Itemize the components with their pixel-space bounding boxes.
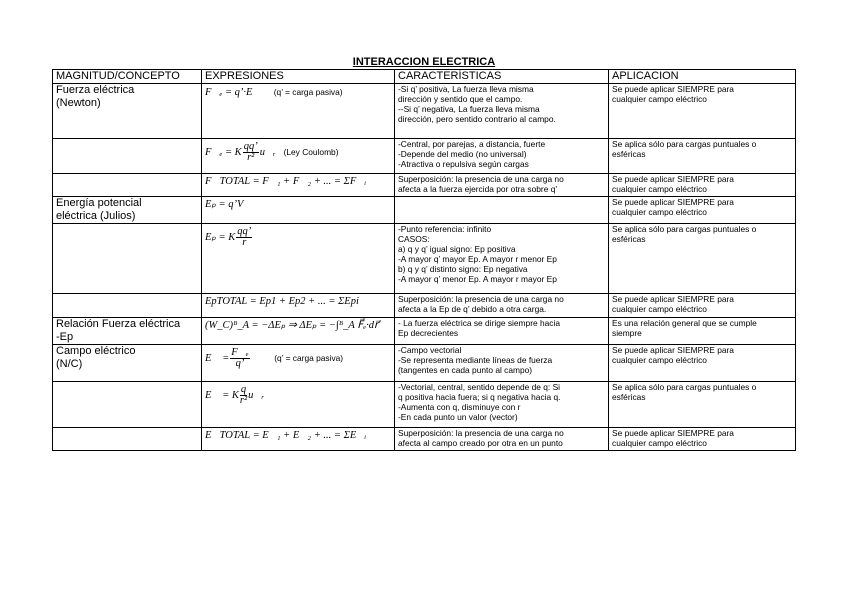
fraction-denominator: r²: [239, 395, 248, 406]
aplicacion-cell: [609, 224, 796, 294]
expresion-cell: [202, 382, 395, 428]
aplicacion-cell: [609, 345, 796, 382]
aplicacion-cell: [609, 382, 796, 428]
aplicacion-line: esféricas: [612, 234, 646, 244]
aplicacion-line: Se aplica sólo para cargas puntuales o: [612, 224, 757, 234]
formula-rhs: u⃗ᵣ: [259, 146, 276, 158]
table-row: [53, 224, 796, 294]
aplicacion-cell: [609, 139, 796, 174]
aplicacion-cell: [609, 294, 796, 318]
formula: [205, 348, 391, 369]
expresion-cell: [202, 318, 395, 345]
caracteristica-line: -Si q’ positiva, La fuerza lleva misma: [398, 84, 534, 94]
caracteristica-line: Superposición: la presencia de una carga no: [398, 294, 564, 304]
aplicacion-line: Se puede aplicar SIEMPRE para: [612, 174, 734, 184]
aplicacion-line: Se aplica sólo para cargas puntuales o: [612, 382, 757, 392]
caracteristicas-cell: [395, 224, 609, 294]
caracteristicas-cell: [395, 318, 609, 345]
formula: Eₚ = q’V: [205, 199, 244, 210]
caracteristicas-cell: [395, 382, 609, 428]
formula: E⃗TOTAL = E⃗₁ + E⃗₂ + ... = ΣE⃗ᵢ: [205, 430, 367, 441]
formula: F⃗TOTAL = F⃗₁ + F⃗₂ + ... = ΣF⃗ᵢ: [205, 176, 367, 187]
caracteristica-line: a) q y q’ igual signo: Ep positiva: [398, 244, 516, 254]
expresion-cell: [202, 197, 395, 224]
aplicacion-line: siempre: [612, 328, 642, 338]
aplicacion-line: esféricas: [612, 149, 646, 159]
magnitud-cell: [53, 84, 202, 139]
aplicacion-cell: [609, 197, 796, 224]
caracteristica-line: Ep decrecientes: [398, 328, 459, 338]
formula: [205, 227, 391, 248]
aplicacion-line: esféricas: [612, 392, 646, 402]
magnitud-line: Campo eléctrico: [56, 345, 136, 357]
aplicacion-cell: [609, 318, 796, 345]
caracteristica-line: -Central, por parejas, a distancia, fuerte: [398, 139, 546, 149]
caracteristica-line: dirección y sentido que el campo.: [398, 94, 523, 104]
magnitud-cell: [53, 345, 202, 382]
formula-fraction: [240, 385, 247, 406]
caracteristica-line: Superposición: la presencia de una carga no: [398, 428, 564, 438]
expresion-cell: [202, 174, 395, 197]
caracteristicas-cell: [395, 197, 609, 224]
aplicacion-line: Se puede aplicar SIEMPRE para: [612, 294, 734, 304]
expresion-cell: [202, 294, 395, 318]
caracteristicas-cell: [395, 294, 609, 318]
formula-note: (Ley Coulomb): [283, 146, 339, 157]
caracteristicas-cell: [395, 428, 609, 451]
formula-lhs: Eₚ = K: [205, 231, 236, 243]
aplicacion-line: Se puede aplicar SIEMPRE para: [612, 428, 734, 438]
formula-note: (q’ = carga pasiva): [273, 87, 343, 97]
expresion-cell: [202, 428, 395, 451]
caracteristica-line: --Si q’ negativa, La fuerza lleva misma: [398, 104, 540, 114]
magnitud-cell: [53, 174, 202, 197]
aplicacion-line: Es una relación general que se cumple: [612, 318, 757, 328]
magnitud-line: Energía potencial: [56, 197, 142, 209]
fraction-numerator: qq’: [243, 141, 258, 152]
caracteristica-line: -Se representa mediante líneas de fuerza: [398, 355, 553, 365]
header-aplicacion: APLICACION: [609, 70, 796, 84]
caracteristica-line: afecta a la Ep de q’ debido a otra carga.: [398, 304, 547, 314]
aplicacion-line: cualquier campo eléctrico: [612, 184, 707, 194]
caracteristica-line: -En cada punto un valor (vector): [398, 412, 518, 422]
fraction-numerator: qq’: [237, 226, 252, 237]
magnitud-cell: [53, 382, 202, 428]
caracteristica-line: -Aumenta con q, disminuye con r: [398, 402, 521, 412]
magnitud-cell: [53, 139, 202, 174]
magnitud-line: eléctrica (Julios): [56, 210, 136, 222]
caracteristica-line: -Atractiva o repulsiva según cargas: [398, 159, 529, 169]
magnitud-line: Relación Fuerza eléctrica: [56, 318, 181, 330]
caracteristica-line: -Campo vectorial: [398, 345, 462, 355]
formula-rhs: u⃗ᵣ: [248, 389, 265, 401]
aplicacion-line: cualquier campo eléctrico: [612, 207, 707, 217]
caracteristica-line: - La fuerza eléctrica se dirige siempre hacia: [398, 318, 560, 328]
caracteristica-line: CASOS:: [398, 234, 430, 244]
aplicacion-cell: [609, 428, 796, 451]
expresion-cell: [202, 224, 395, 294]
aplicacion-line: cualquier campo eléctrico: [612, 355, 707, 365]
caracteristica-line: Superposición: la presencia de una carga no: [398, 174, 564, 184]
caracteristica-line: -A mayor q’ menor Ep. A mayor r mayor Ep: [398, 274, 557, 284]
fraction-numerator: q: [240, 384, 247, 395]
caracteristica-line: -A mayor q’ mayor Ep. A mayor r menor Ep: [398, 254, 557, 264]
aplicacion-cell: [609, 84, 796, 139]
formula-lhs: F⃗ₑ = K: [205, 146, 242, 158]
table-row: [53, 382, 796, 428]
caracteristica-line: -Vectorial, central, sentido depende de q: Si: [398, 382, 561, 392]
formula: [205, 87, 391, 98]
fraction-denominator: r²: [247, 152, 255, 163]
magnitud-cell: [53, 428, 202, 451]
formula: [205, 142, 391, 163]
aplicacion-line: Se puede aplicar SIEMPRE para: [612, 197, 734, 207]
magnitud-line: -Ep: [56, 331, 74, 343]
header-caracteristicas: CARACTERÍSTICAS: [395, 70, 609, 84]
fraction-denominator: q’: [235, 358, 245, 369]
formula: (W_C)ᴮ_A = −ΔEₚ ⇒ ΔEₚ = −∫ᴮ_A F⃗ₑ·dr⃗: [205, 320, 379, 331]
expresion-cell: [202, 139, 395, 174]
aplicacion-line: Se puede aplicar SIEMPRE para: [612, 345, 734, 355]
magnitud-line: Fuerza eléctrica: [56, 84, 135, 96]
table-row: [53, 345, 796, 382]
page-title: INTERACCION ELECTRICA: [352, 56, 496, 68]
caracteristicas-cell: [395, 345, 609, 382]
caracteristicas-cell: [395, 139, 609, 174]
magnitud-cell: [53, 224, 202, 294]
expresion-cell: [202, 345, 395, 382]
table-row: [53, 294, 796, 318]
caracteristica-line: afecta al campo creado por otra en un punto: [398, 438, 563, 448]
caracteristica-line: -Punto referencia: infinito: [398, 224, 492, 234]
formula-lhs: E⃗ =: [205, 352, 230, 364]
formula-fraction: [243, 142, 259, 163]
magnitud-cell: [53, 197, 202, 224]
expresion-cell: [202, 84, 395, 139]
aplicacion-line: Se aplica sólo para cargas puntuales o: [612, 139, 757, 149]
caracteristica-line: (tangentes en cada punto al campo): [398, 365, 533, 375]
interaccion-table: [52, 69, 796, 451]
aplicacion-cell: [609, 174, 796, 197]
table-row: [53, 174, 796, 197]
header-magnitud: MAGNITUD/CONCEPTO: [53, 70, 202, 84]
magnitud-cell: [53, 318, 202, 345]
table-row: [53, 318, 796, 345]
formula-text: F⃗ₑ = q’·E⃗: [205, 87, 261, 98]
caracteristica-line: afecta a la fuerza ejercida por otra sobre q’: [398, 184, 558, 194]
magnitud-line: (N/C): [56, 358, 83, 370]
caracteristica-line: q positiva hacia fuera; si q negativa hacia q.: [398, 392, 561, 402]
table-row: [53, 139, 796, 174]
table-row: [53, 428, 796, 451]
aplicacion-line: cualquier campo eléctrico: [612, 94, 707, 104]
formula: [205, 385, 391, 406]
magnitud-line: (Newton): [56, 97, 101, 109]
aplicacion-line: cualquier campo eléctrico: [612, 438, 707, 448]
fraction-numerator: F⃗ₑ: [231, 347, 249, 358]
formula-lhs: E⃗ = K: [205, 389, 239, 401]
caracteristica-line: dirección, pero sentido contrario al campo.: [398, 114, 556, 124]
fraction-denominator: r: [242, 237, 247, 248]
formula-fraction: [230, 348, 249, 369]
caracteristicas-cell: [395, 174, 609, 197]
formula-fraction: [236, 227, 252, 248]
aplicacion-line: Se puede aplicar SIEMPRE para: [612, 84, 734, 94]
header-expresiones: EXPRESIONES: [202, 70, 395, 84]
table-row: [53, 197, 796, 224]
header-row: [53, 70, 796, 84]
caracteristica-line: -Depende del medio (no universal): [398, 149, 527, 159]
caracteristica-line: b) q y q’ distinto signo: Ep negativa: [398, 264, 528, 274]
table-row: [53, 84, 796, 139]
magnitud-cell: [53, 294, 202, 318]
caracteristicas-cell: [395, 84, 609, 139]
formula-note: (q’ = carga pasiva): [274, 352, 344, 363]
formula: EpTOTAL = Ep1 + Ep2 + ... = ΣEpi: [205, 296, 359, 307]
aplicacion-line: cualquier campo eléctrico: [612, 304, 707, 314]
